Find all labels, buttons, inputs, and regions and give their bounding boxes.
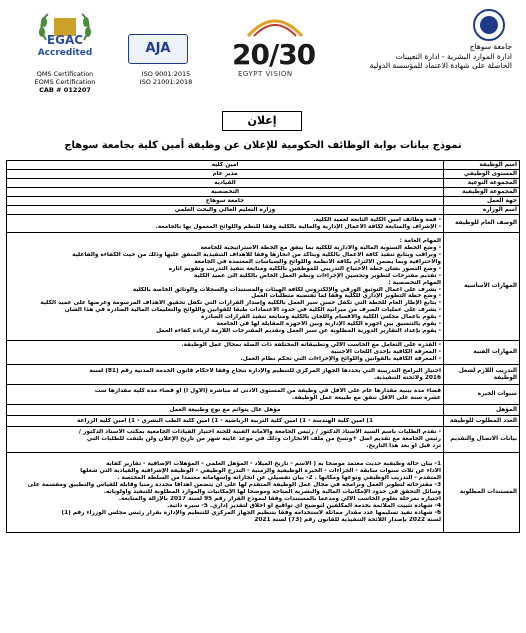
row-label: المستوى الوظيفي <box>444 170 520 179</box>
row-label: المستندات المطلوبة <box>444 453 520 533</box>
value-line: 6- شهادة تفيد تسليمها عدد مقدار مماثلة لاستخدامه وفقاً بتنظيم الجهاز المركزي للتنظيم والإدارة بقرار رئيس مجلس الوزراء رقم (1) <box>61 509 441 516</box>
row-value <box>7 179 444 188</box>
announcement-title: إعلان <box>222 111 302 131</box>
university-line: جامعة سوهاج <box>469 42 512 51</box>
table-row <box>7 365 520 385</box>
aja-logo: AJA <box>128 34 188 64</box>
row-value <box>7 233 444 341</box>
document-subtitle: نموذج بيانات بوابة الوظائف الحكومية للإعلان عن وظيفة أمين كلية بجامعة سوهاج <box>64 140 462 151</box>
value-line: 4- شهادة تثبيت الملائمة بخدمة المكلفين لتوضيح أي تواقيع أو أخلاق لتقدير إداري. 5- سيرة ذاتية. <box>167 502 441 509</box>
row-label: المؤهل <box>444 405 520 416</box>
row-value <box>7 405 444 416</box>
row-value <box>7 197 444 206</box>
value-line: - المعرفة الكافية بإحدى اللغات الأجنبية <box>330 349 441 356</box>
value-line: التخصصيه <box>210 188 239 195</box>
row-value <box>7 206 444 215</box>
row-label: المهارات الأساسية <box>444 233 520 341</box>
value-line: - وضع التصور بشأن خطة الاحتياج التدريبي للموظفين بالكلية ومتابعة تنفيذ التدريب وتقويم آثاره <box>168 265 441 272</box>
university-line: ادارة الموارد البشرية - ادارة التعيينات <box>395 51 512 61</box>
value-line: المهام العامة : <box>399 238 441 245</box>
table-row <box>7 215 520 233</box>
value-line: لسنة 2022 بإصدار اللائحة التنفيذية للقانون رقم (73) لسنة 2021 <box>254 516 441 523</box>
row-label: جهة العمل <box>444 197 520 206</box>
table-row <box>7 179 520 188</box>
value-line: أجتيازه بمرحلة بعلوم الحاسب الآلي ومدعماً بالمستندات وفقاً لنموذج القرار رقم 95 لسنة 2017 بالإزالة والمتابعة. <box>118 495 441 502</box>
row-label: اسم الوزارة <box>444 206 520 215</box>
row-label: التدريب اللازم لشغل الوظيفة <box>444 365 520 385</box>
row-label: المهارات الفنية <box>444 341 520 365</box>
table-row <box>7 206 520 215</box>
university-line: الحاصلة على شهادة الاعتماد للمؤسسة الدولية <box>369 61 512 70</box>
table-row <box>7 453 520 533</box>
row-value <box>7 161 444 170</box>
value-line: قضاء مدة بينية مقدارها عام على الأقل في وظيفة من المستوى الأدنى له مباشرة (الأول أ) أو قضاء مدة كلية مقدارها ست <box>94 387 441 394</box>
value-line: اجتياز البرامج التدريبية التي يحددها الجهاز المركزي للتنظيم والإدارة بنجاح وفقاً لأحكام قانون الخدمة المدنية رقم (81) لسنة <box>89 367 441 374</box>
row-label: بيانات الاتصال والتقديم <box>444 427 520 453</box>
value-line: 3- مقترحاته لتطوير العمل وبرامجه في مجال عمل الوظيفة المتقدم لها على أن يتضمن أهدافاً محددة زمنياً وقابلة للقياس والتطبيق ومقسمة على <box>27 482 441 489</box>
row-value <box>7 341 444 365</box>
table-row <box>7 188 520 197</box>
egac-accredited: Accredited <box>37 48 93 58</box>
table-row <box>7 197 520 206</box>
value-line: المهام التخصصية : <box>388 279 441 286</box>
row-label: اسم الوظيفة <box>444 161 520 170</box>
table-row <box>7 385 520 405</box>
value-line: - يشرف على عمليات الصرف من ميزانية الكلية في حدود الاعتمادات طبقاً للقوانين واللوائح والتعليمات المالية الصادرة في هذا الشأن <box>64 307 441 314</box>
value-line: - تقديم مقترحات لتطوير وتحسين الإجراءات ونظم العمل الخاص بالكلية الى عميد الكلية <box>193 272 441 279</box>
row-value <box>7 416 444 427</box>
value-line: وسائل التحقق في حدود الإمكانيات المالية والبشرية المتاحة وموضحاً لها الإمكانيات والموارد المطلوبة للتنفيذ وأولوياته. <box>103 489 441 496</box>
aja-iso-block <box>124 70 208 86</box>
table-row <box>7 161 520 170</box>
aja-iso-line: ISO 9001:2015 <box>141 70 191 78</box>
table-row <box>7 341 520 365</box>
value-line: مؤهل عال يتوائم مع نوع وطبيعة العمل <box>169 406 281 413</box>
value-line: وزارة التعليم العالي والبحث العلمي <box>174 206 276 213</box>
row-value <box>7 170 444 179</box>
table-row <box>7 416 520 427</box>
vision-2030-logo: 20/30 <box>232 38 316 71</box>
row-label: الوصف العام للوظيفة <box>444 215 520 233</box>
aja-iso-line: ISO 21001:2018 <box>139 78 193 86</box>
value-line: ترد قبل أو بعد هذا التاريخ. <box>366 442 441 449</box>
value-line: 2016 ولائحته التنفيذية. <box>373 374 441 381</box>
row-label: سنوات الخبرة <box>444 385 520 405</box>
row-value <box>7 365 444 385</box>
value-line: والاحترافية وبما يضمن الالتزام بكافة الأنظمة واللوائح والسياسات المعتمدة في الجامعة <box>194 258 441 265</box>
university-seal-icon <box>472 8 506 42</box>
value-line: - يتابع الإطار العام للخطة التي تكفل حسن سير العمل بالكلية وإصدار القرارات التي تكفل تحقيق الأهداف المرسومة وعرضها على عميد الكلية <box>40 300 441 307</box>
job-data-table <box>6 160 520 533</box>
value-line: امين كليه <box>211 161 239 168</box>
row-value <box>7 453 444 533</box>
value-line: - الإشراف والمتابعة لكافة الأعمال الإدارية والمالية بالكلية وفقاً للنظم واللوائح المعمول بها بالجامعة. <box>155 223 441 230</box>
row-label: المجموعة الوظيفية <box>444 188 520 197</box>
table-row <box>7 170 520 179</box>
egac-brand: EGAC <box>46 33 84 47</box>
value-line: - القدرة على التعامل مع الحاسب الآلي وتطبيقاته المختلفة ذات الصلة بمجال عمل الوظيفة. <box>181 342 441 349</box>
value-line: - ويراقب ويتابع تنفيذ كافة الأعمال بالكلية ويتأكد من انجازها وفقاً للأهداف التنفيذية المتفق عليها وذلك من حيث الكفاءة والفاعلية <box>72 251 441 258</box>
row-value <box>7 188 444 197</box>
value-line: - قمة وظائف أمين الكلية التابعة لعميد الكلية. <box>313 216 441 223</box>
value-line: الأداء عن ثلاث سنوات سابقة - الجزاءات - الخبرة الوظيفية والزمنية - التدرج الوظيفي - الوظيفة الإشرافية والقيادية التي شغلها <box>80 468 441 475</box>
row-label: العدد المطلوب للوظيفة <box>444 416 520 427</box>
value-line: جامعة سوهاج <box>205 197 245 204</box>
value-line: - تقدم الطلبات باسم السيد الأستاذ الدكتور / رئيس الجامعة والأمانة الفنية للجنة اختيار القيادات الجامعية بمكتب الأستاذ الدكتور / <box>78 429 441 436</box>
value-line: 1) أمين كلية الهندسة - 1) أمين كلية التربية الرياضية - 1) أمين كلية الطب البشري - 1) أمين كلية الزراعة <box>76 417 374 424</box>
table-row <box>7 233 520 341</box>
value-line: - وضع الخطة السنوية المالية والادارية للكلية بما يتفق مع الخطة الاستراتيجية للجامعة <box>200 245 441 252</box>
value-line: عشرة سنة على الأقل تتفق مع طبيعة عمل الوظيفة. <box>291 394 441 401</box>
document-header <box>0 0 526 104</box>
egac-cert-block <box>10 70 120 94</box>
value-line: - وضع خطة التطوير الإداري للكلية وفقاً لما تقتضيه متطلبات العمل <box>251 293 441 300</box>
value-line: 1- بيان حالة وظيفية حديث معتمد موضحاً به ( الاسم - تاريخ الميلاد - المؤهل العلمي - المؤهلات الإضافية - تقارير كفاية <box>105 461 441 468</box>
value-line: - المعرفة الكافية بالقوانين واللوائح والإجراءات التي تحكم نظام العمل. <box>240 355 441 362</box>
vision-swirl-icon <box>240 10 310 40</box>
row-value <box>7 385 444 405</box>
value-line: المتقدم - التدريب الوظيفي ونوعها ومكانها . 2- بيان تفصيلي عن انجازاته وإسهاماته معتمداً من السلطة المختصة . <box>117 475 441 482</box>
value-line: - يقوم بأعمال مجلس الكلية والأقسام واللجان بالكلية ومتابعة تنفيذ القرارات الصادرة <box>201 314 441 321</box>
row-value <box>7 215 444 233</box>
value-line: - يشرف على أعمال التوثيق الورقي والإلكتروني لكافة الهيئات والمستندات والسجلات والوثائق الخاصة بالكلية <box>132 286 441 293</box>
value-line: - يقوم بالتنسيق بين أجهزة الكلية الإدارية وبين الأجهزة المقابلة لها في الجامعة <box>216 321 441 328</box>
row-label: المجموعة النوعية <box>444 179 520 188</box>
table-row <box>7 405 520 416</box>
egac-cert-line: QMS Certification <box>36 70 94 78</box>
row-value <box>7 427 444 453</box>
value-line: رئيس الجامعة مع تقديم أصل +ونسخ من ملف الانجازات وذلك في موعد غايته شهر من تاريخ الإعلان ولن يلتفت للطلبات التي <box>86 436 441 443</box>
egac-cert-line: EOMS Certification <box>34 78 96 86</box>
value-line: - يقوم بإعداد التقارير الدورية المطلوبة عن سير العمل وتقديم المقترحات اللازمة لزيادة كفاءة العمل <box>156 327 441 334</box>
university-info <box>332 42 512 71</box>
value-line: مدير عام <box>212 170 238 177</box>
table-row <box>7 427 520 453</box>
value-line: القياديه <box>214 179 236 186</box>
egac-cert-line: CAB # 012207 <box>39 86 91 94</box>
vision-subtitle: EGYPT VISION <box>238 70 293 78</box>
